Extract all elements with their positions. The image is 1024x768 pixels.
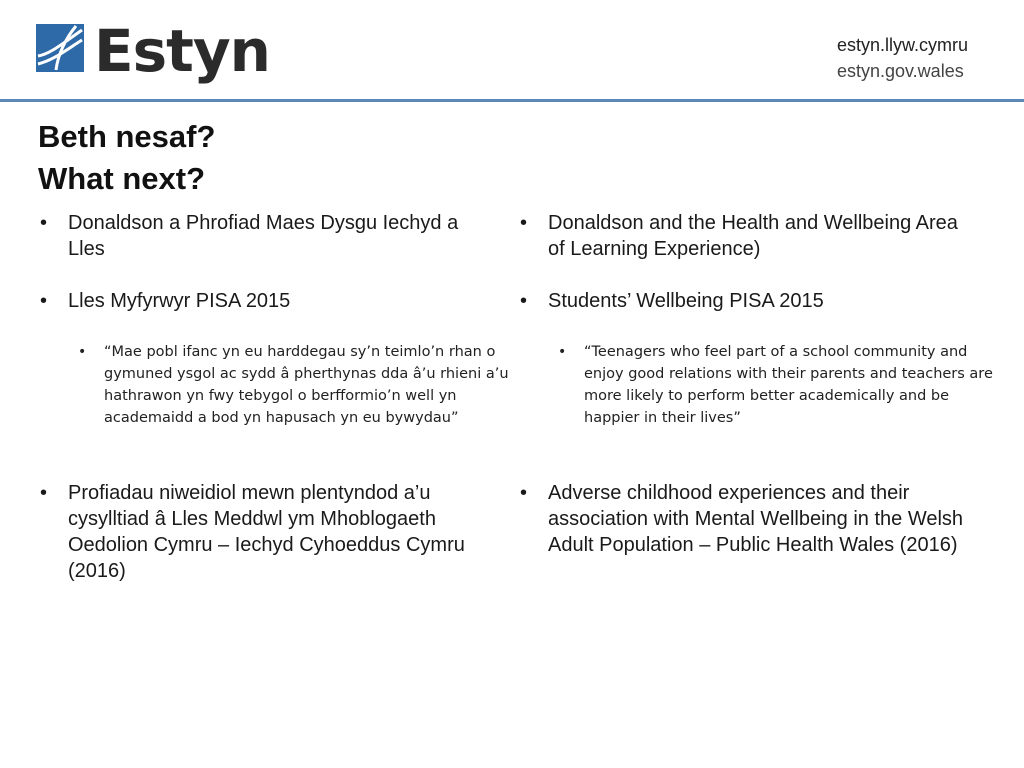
header-divider <box>0 99 1024 102</box>
welsh-bullet-1: • Donaldson a Phrofiad Maes Dysgu Iechyd a Lles <box>38 210 498 262</box>
estyn-wordmark: Estyn <box>94 17 270 85</box>
estyn-logo <box>36 17 276 88</box>
welsh-bullet-3: • Profiadau niweidiol mewn plentyndod a’u cysylltiad â Lles Meddwl ym Mhoblogaeth Oedolion Cymru – Iechyd Cyhoeddus Cymru (2016) <box>38 480 498 584</box>
title-english: What next? <box>38 161 206 196</box>
welsh-quote: • “Mae pobl ifanc yn eu harddegau sy’n teimlo’n rhan o gymuned ysgol ac sydd â pherthynas dda â’u rhieni a’u hathrawon yn fwy tebygol o berfformio’n well yn academaidd a bod yn hapusach yn eu bywydau” <box>74 341 514 429</box>
english-bullet-1: • Donaldson and the Health and Wellbeing Area of Learning Experience) <box>518 210 978 262</box>
english-column <box>518 210 993 556</box>
english-quote: • “Teenagers who feel part of a school community and enjoy good relations with their parents and teachers are more likely to perform better academically and be happier in their lives” <box>554 341 994 429</box>
url-welsh[interactable]: estyn.llyw.cymru <box>836 35 968 55</box>
english-bullet-3: • Adverse childhood experiences and their association with Mental Wellbeing in the Welsh Adult Population – Public Health Wales (2016) <box>518 480 978 558</box>
estyn-logo-mark-icon <box>36 24 84 72</box>
slide-title <box>38 116 215 200</box>
welsh-column <box>38 210 509 582</box>
english-bullet-2: • Students’ Wellbeing PISA 2015 <box>518 288 824 314</box>
title-welsh: Beth nesaf? <box>38 119 216 154</box>
url-english[interactable]: estyn.gov.wales <box>836 61 964 81</box>
welsh-bullet-2: • Lles Myfyrwyr PISA 2015 <box>38 288 290 314</box>
site-urls <box>837 32 968 84</box>
